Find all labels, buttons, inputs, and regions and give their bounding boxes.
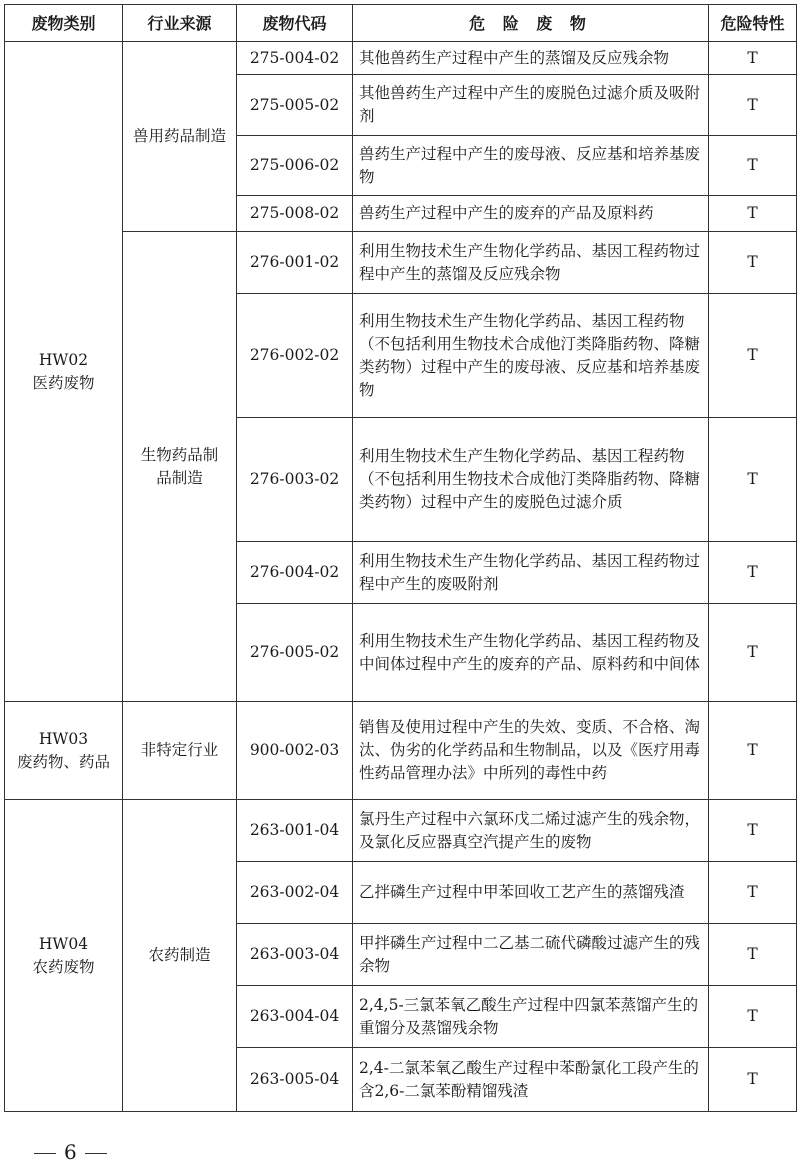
waste-trait: T [709,800,797,862]
waste-trait: T [709,1048,797,1112]
waste-description: 兽药生产过程中产生的废弃的产品及原料药 [353,196,709,232]
waste-trait: T [709,232,797,294]
table-row [5,702,797,800]
waste-code: 263-002-04 [237,862,353,924]
waste-trait: T [709,75,797,136]
waste-code: 263-004-04 [237,986,353,1048]
source-nonspecific: 非特定行业 [123,702,237,800]
waste-code: 900-002-03 [237,702,353,800]
header-trait: 危险特性 [709,5,797,42]
waste-description: 销售及使用过程中产生的失效、变质、不合格、淘汰、伪劣的化学药品和生物制品，以及《医疗用毒性药品管理办法》中所列的毒性中药 [353,702,709,800]
waste-trait: T [709,862,797,924]
waste-trait: T [709,418,797,542]
waste-description: 利用生物技术生产生物化学药品、基因工程药物过程中产生的蒸馏及反应残余物 [353,232,709,294]
waste-code: 275-004-02 [237,42,353,75]
hazardous-waste-table [4,4,797,1112]
waste-description: 兽药生产过程中产生的废母液、反应基和培养基废物 [353,136,709,196]
waste-trait: T [709,294,797,418]
table-row [5,42,797,75]
table-row [5,232,797,294]
waste-description: 2,4-二氯苯氧乙酸生产过程中苯酚氯化工段产生的含2,6-二氯苯酚精馏残渣 [353,1048,709,1112]
waste-code: 276-002-02 [237,294,353,418]
page-footer [26,1140,115,1164]
category-hw04: HW04 农药废物 [5,800,123,1112]
waste-description: 利用生物技术生产生物化学药品、基因工程药物过程中产生的废吸附剂 [353,542,709,604]
waste-code: 276-003-02 [237,418,353,542]
source-veterinary: 兽用药品制造 [123,42,237,232]
source-biological: 生物药品制 品制造 [123,232,237,702]
waste-description: 利用生物技术生产生物化学药品、基因工程药物及中间体过程中产生的废弃的产品、原料药和中间体 [353,604,709,702]
waste-code: 276-004-02 [237,542,353,604]
waste-trait: T [709,924,797,986]
header-source: 行业来源 [123,5,237,42]
waste-trait: T [709,542,797,604]
footer-dash-left [34,1153,56,1154]
waste-description: 氯丹生产过程中六氯环戊二烯过滤产生的残余物，及氯化反应器真空汽提产生的废物 [353,800,709,862]
category-hw03: HW03 废药物、药品 [5,702,123,800]
waste-code: 276-001-02 [237,232,353,294]
waste-trait: T [709,196,797,232]
waste-code: 263-003-04 [237,924,353,986]
waste-description: 2,4,5-三氯苯氧乙酸生产过程中四氯苯蒸馏产生的重馏分及蒸馏残余物 [353,986,709,1048]
waste-trait: T [709,702,797,800]
page-number: 6 [64,1140,77,1164]
waste-description: 其他兽药生产过程中产生的蒸馏及反应残余物 [353,42,709,75]
table-row [5,800,797,862]
waste-trait: T [709,604,797,702]
category-hw02: HW02 医药废物 [5,42,123,702]
header-description: 危 险 废 物 [353,5,709,42]
waste-code: 275-008-02 [237,196,353,232]
waste-description: 其他兽药生产过程中产生的废脱色过滤介质及吸附剂 [353,75,709,136]
waste-description: 乙拌磷生产过程中甲苯回收工艺产生的蒸馏残渣 [353,862,709,924]
waste-trait: T [709,42,797,75]
header-code: 废物代码 [237,5,353,42]
waste-code: 263-005-04 [237,1048,353,1112]
header-category: 废物类别 [5,5,123,42]
waste-description: 甲拌磷生产过程中二乙基二硫代磷酸过滤产生的残余物 [353,924,709,986]
waste-code: 263-001-04 [237,800,353,862]
source-pesticide: 农药制造 [123,800,237,1112]
waste-code: 275-005-02 [237,75,353,136]
table-header-row [5,5,797,42]
waste-code: 276-005-02 [237,604,353,702]
waste-code: 275-006-02 [237,136,353,196]
footer-dash-right [85,1153,107,1154]
waste-description: 利用生物技术生产生物化学药品、基因工程药物（不包括利用生物技术合成他汀类降脂药物、降糖类药物）过程中产生的废脱色过滤介质 [353,418,709,542]
waste-trait: T [709,136,797,196]
waste-description: 利用生物技术生产生物化学药品、基因工程药物（不包括利用生物技术合成他汀类降脂药物、降糖类药物）过程中产生的废母液、反应基和培养基废物 [353,294,709,418]
waste-trait: T [709,986,797,1048]
